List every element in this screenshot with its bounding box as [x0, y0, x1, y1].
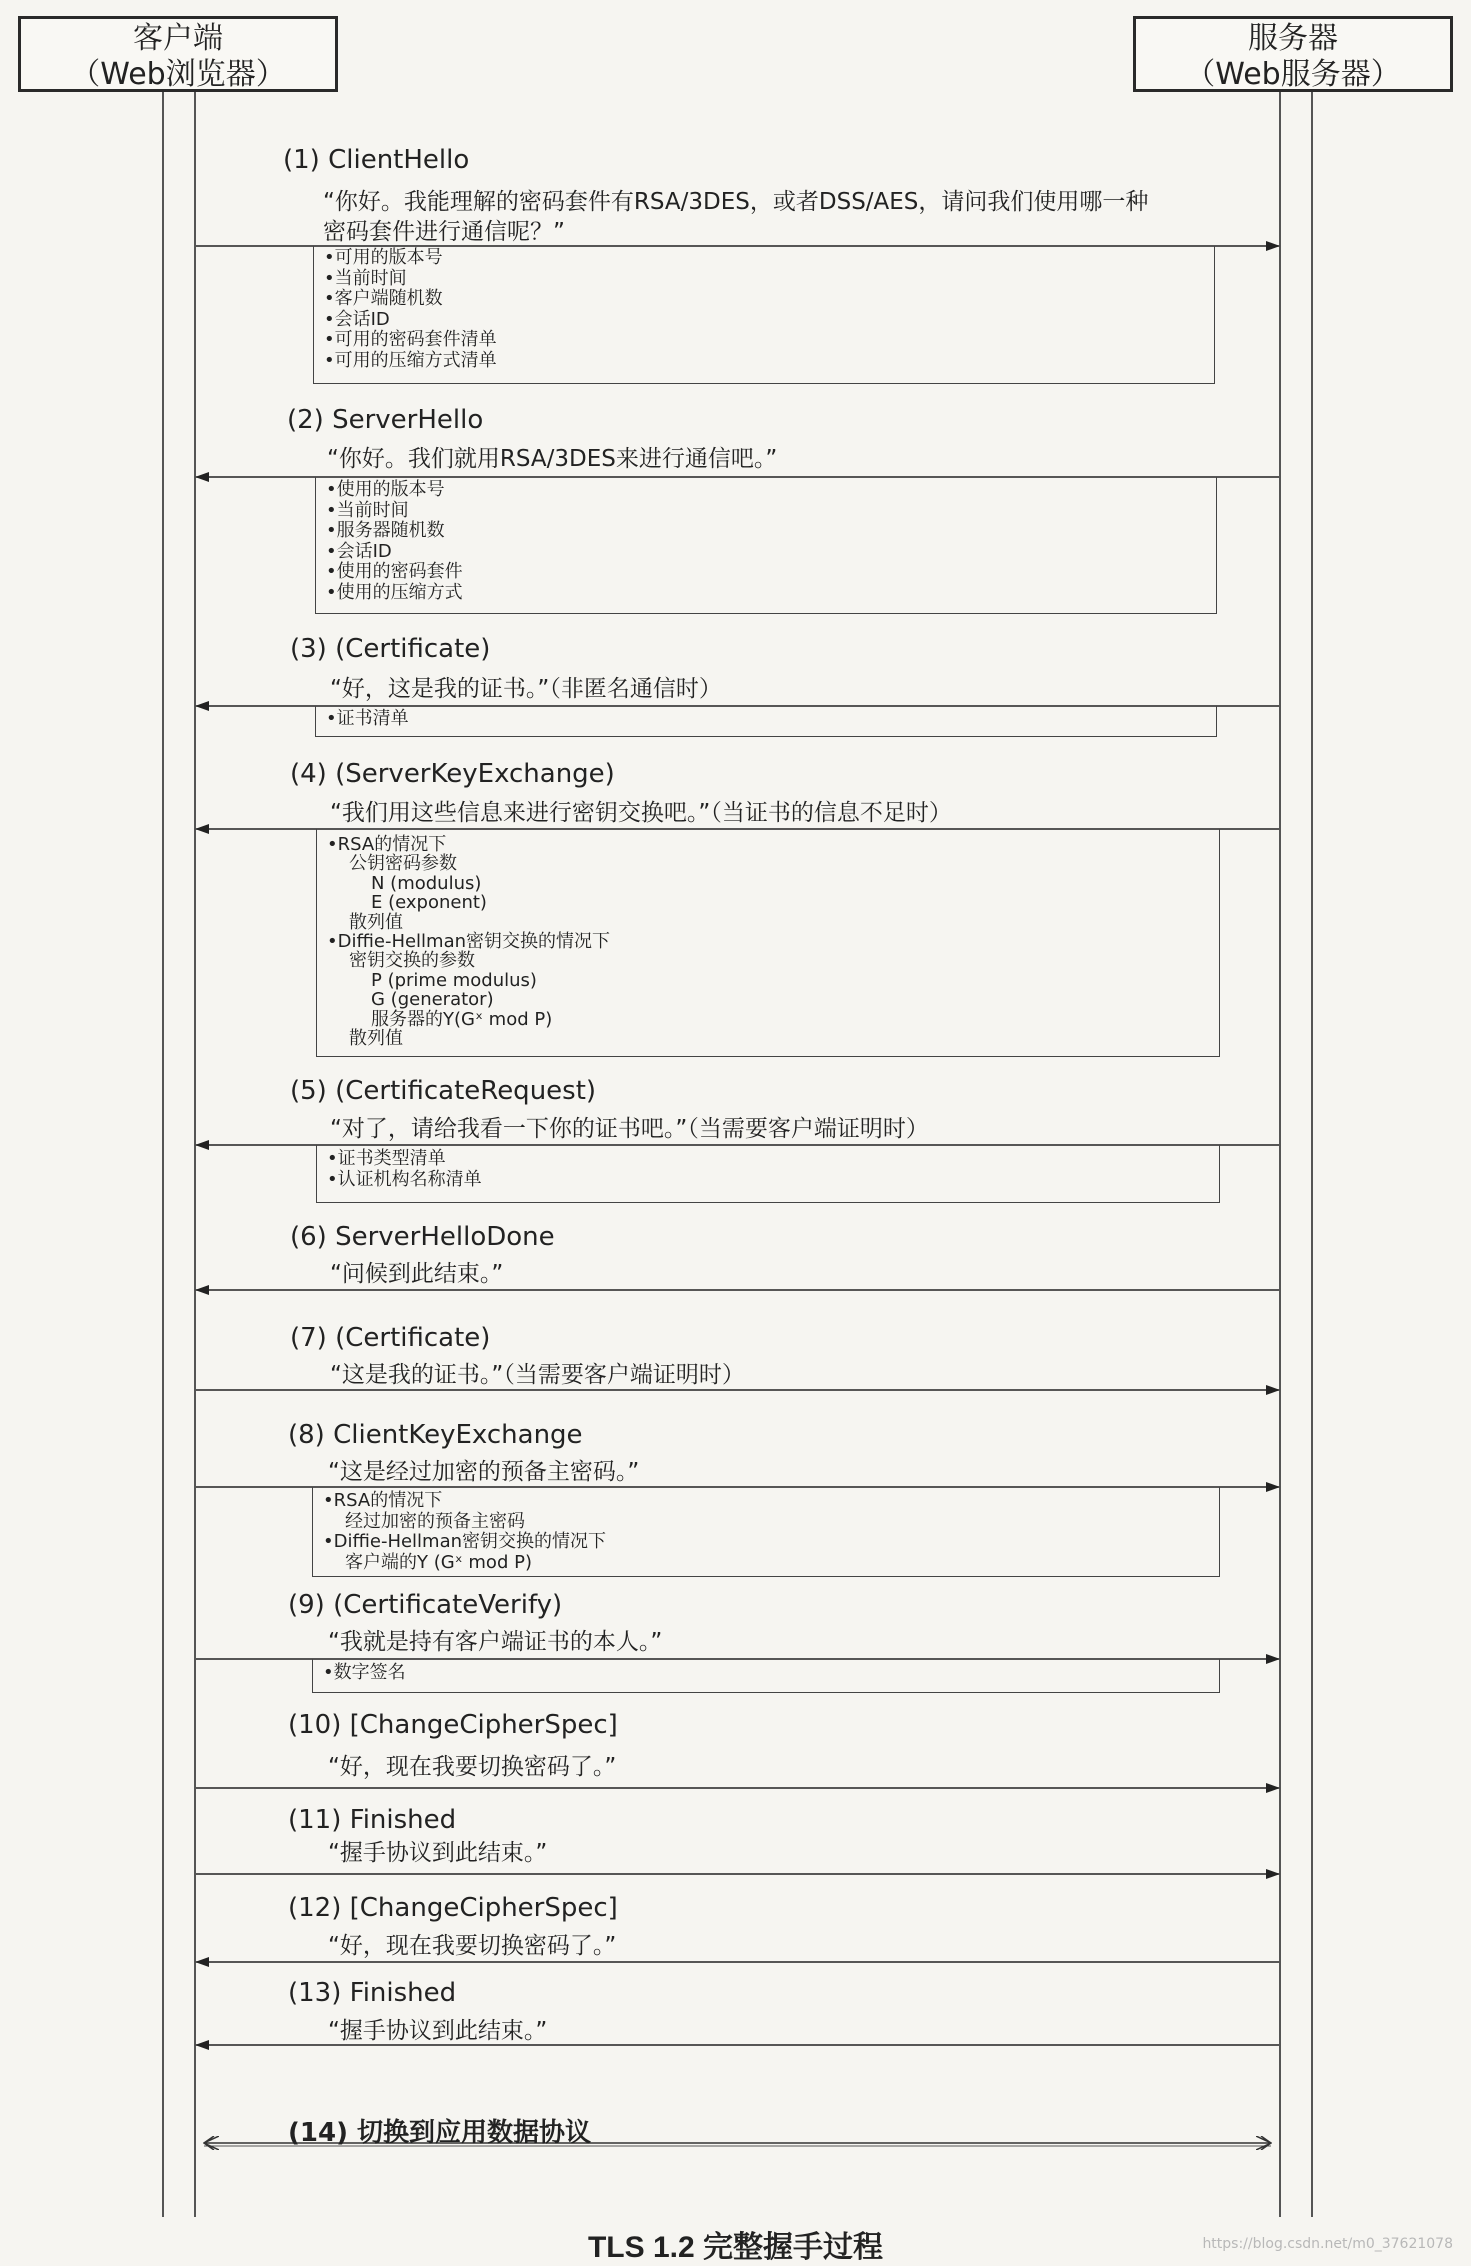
- msg3-item: •证书清单: [326, 708, 409, 729]
- msg5-item: •认证机构名称清单: [327, 1168, 482, 1190]
- msg3-title: (3) (Certificate): [290, 634, 491, 664]
- msg1-item: •当前时间: [324, 267, 407, 289]
- msg5-quote: “对了，请给我看一下你的证书吧。”（当需要客户端证明时）: [330, 1116, 929, 1142]
- msg10-title: (10) [ChangeCipherSpec]: [288, 1710, 618, 1740]
- msg11-quote: “握手协议到此结束。”: [328, 1840, 548, 1866]
- msg1-param-box: [313, 246, 1215, 384]
- msg12-title: (12) [ChangeCipherSpec]: [288, 1893, 618, 1923]
- msg4-item: E (exponent): [371, 892, 487, 914]
- msg13-quote: “握手协议到此结束。”: [328, 2018, 548, 2044]
- msg6-title: (6) ServerHelloDone: [290, 1222, 555, 1252]
- msg4-item: •RSA的情况下: [327, 834, 447, 855]
- msg9-param-box: [312, 1659, 1220, 1693]
- msg2-item: •使用的压缩方式: [326, 581, 463, 603]
- msg4-item: P (prime modulus): [371, 969, 537, 991]
- msg2-item: •服务器随机数: [326, 520, 445, 542]
- msg4-param-box: [316, 829, 1220, 1057]
- msg1-item: •客户端随机数: [324, 288, 443, 310]
- msg12-quote: “好，现在我要切换密码了。”: [328, 1933, 617, 1959]
- msg9-title: (9) (CertificateVerify): [288, 1590, 563, 1620]
- msg4-item: 服务器的Y(Gˣ mod P): [371, 1008, 553, 1030]
- msg1-item: •可用的压缩方式清单: [324, 349, 497, 371]
- msg1-item: •可用的密码套件清单: [324, 329, 497, 351]
- msg4-item: 散列值: [349, 911, 403, 933]
- msg13-title: (13) Finished: [288, 1978, 457, 2008]
- msg8-param-box: [312, 1487, 1220, 1577]
- msg2-quote: “你好。我们就用RSA/3DES来进行通信吧。”: [327, 446, 778, 472]
- actor-server-name: 服务器: [1248, 21, 1338, 56]
- msg5-param-box: [316, 1145, 1220, 1203]
- actor-client-name: 客户端: [133, 21, 223, 56]
- msg9-quote: “我就是持有客户端证书的本人。”: [328, 1629, 663, 1655]
- msg4-title: (4) (ServerKeyExchange): [290, 759, 615, 789]
- diagram-caption: TLS 1.2 完整握手过程: [587, 2231, 884, 2264]
- msg8-item: 经过加密的预备主密码: [345, 1510, 525, 1532]
- watermark: https://blog.csdn.net/m0_37621078: [1202, 2236, 1453, 2252]
- msg4-item: 密钥交换的参数: [349, 950, 475, 972]
- msg7-title: (7) (Certificate): [290, 1323, 491, 1353]
- msg3-param-box: [315, 706, 1217, 737]
- msg2-item: •使用的密码套件: [326, 561, 463, 583]
- msg8-title: (8) ClientKeyExchange: [288, 1420, 583, 1450]
- msg1-title: (1) ClientHello: [283, 145, 470, 175]
- msg5-item: •证书类型清单: [327, 1148, 446, 1169]
- msg4-item: 散列值: [349, 1028, 403, 1050]
- actor-server-sub: （Web服务器）: [1185, 57, 1401, 92]
- msg1-item: •可用的版本号: [324, 247, 443, 268]
- msg8-item: •Diffie-Hellman密钥交换的情况下: [323, 1531, 607, 1553]
- msg14-title: (14) 切换到应用数据协议: [288, 2118, 591, 2148]
- msg4-quote: “我们用这些信息来进行密钥交换吧。”（当证书的信息不足时）: [330, 800, 952, 826]
- msg8-quote: “这是经过加密的预备主密码。”: [328, 1459, 640, 1485]
- msg1-item: •会话ID: [324, 308, 390, 330]
- msg1-quote: “你好。我能理解的密码套件有RSA/3DES，或者DSS/AES，请问我们使用哪一种: [323, 189, 1149, 215]
- msg10-quote: “好，现在我要切换密码了。”: [328, 1754, 617, 1780]
- actor-client-sub: （Web浏览器）: [70, 57, 286, 92]
- msg2-title: (2) ServerHello: [287, 405, 484, 435]
- msg1-quote-cont: 密码套件进行通信呢？”: [323, 219, 565, 245]
- msg5-title: (5) (CertificateRequest): [290, 1076, 597, 1106]
- msg6-quote: “问候到此结束。”: [330, 1261, 504, 1287]
- msg4-item: N (modulus): [371, 872, 482, 894]
- msg2-param-box: [315, 477, 1217, 614]
- msg7-quote: “这是我的证书。”（当需要客户端证明时）: [330, 1362, 745, 1388]
- msg11-title: (11) Finished: [288, 1805, 457, 1835]
- msg4-item: 公钥密码参数: [349, 853, 457, 875]
- msg2-item: •使用的版本号: [326, 479, 445, 500]
- msg2-item: •会话ID: [326, 540, 392, 562]
- msg8-item: •RSA的情况下: [323, 1490, 443, 1511]
- msg4-item: •Diffie-Hellman密钥交换的情况下: [327, 931, 611, 953]
- msg8-item: 客户端的Y (Gˣ mod P): [345, 1551, 532, 1573]
- msg2-item: •当前时间: [326, 499, 409, 521]
- msg9-item: •数字签名: [323, 1662, 406, 1683]
- msg4-item: G (generator): [371, 989, 494, 1011]
- msg3-quote: “好，这是我的证书。”（非匿名通信时）: [330, 676, 722, 702]
